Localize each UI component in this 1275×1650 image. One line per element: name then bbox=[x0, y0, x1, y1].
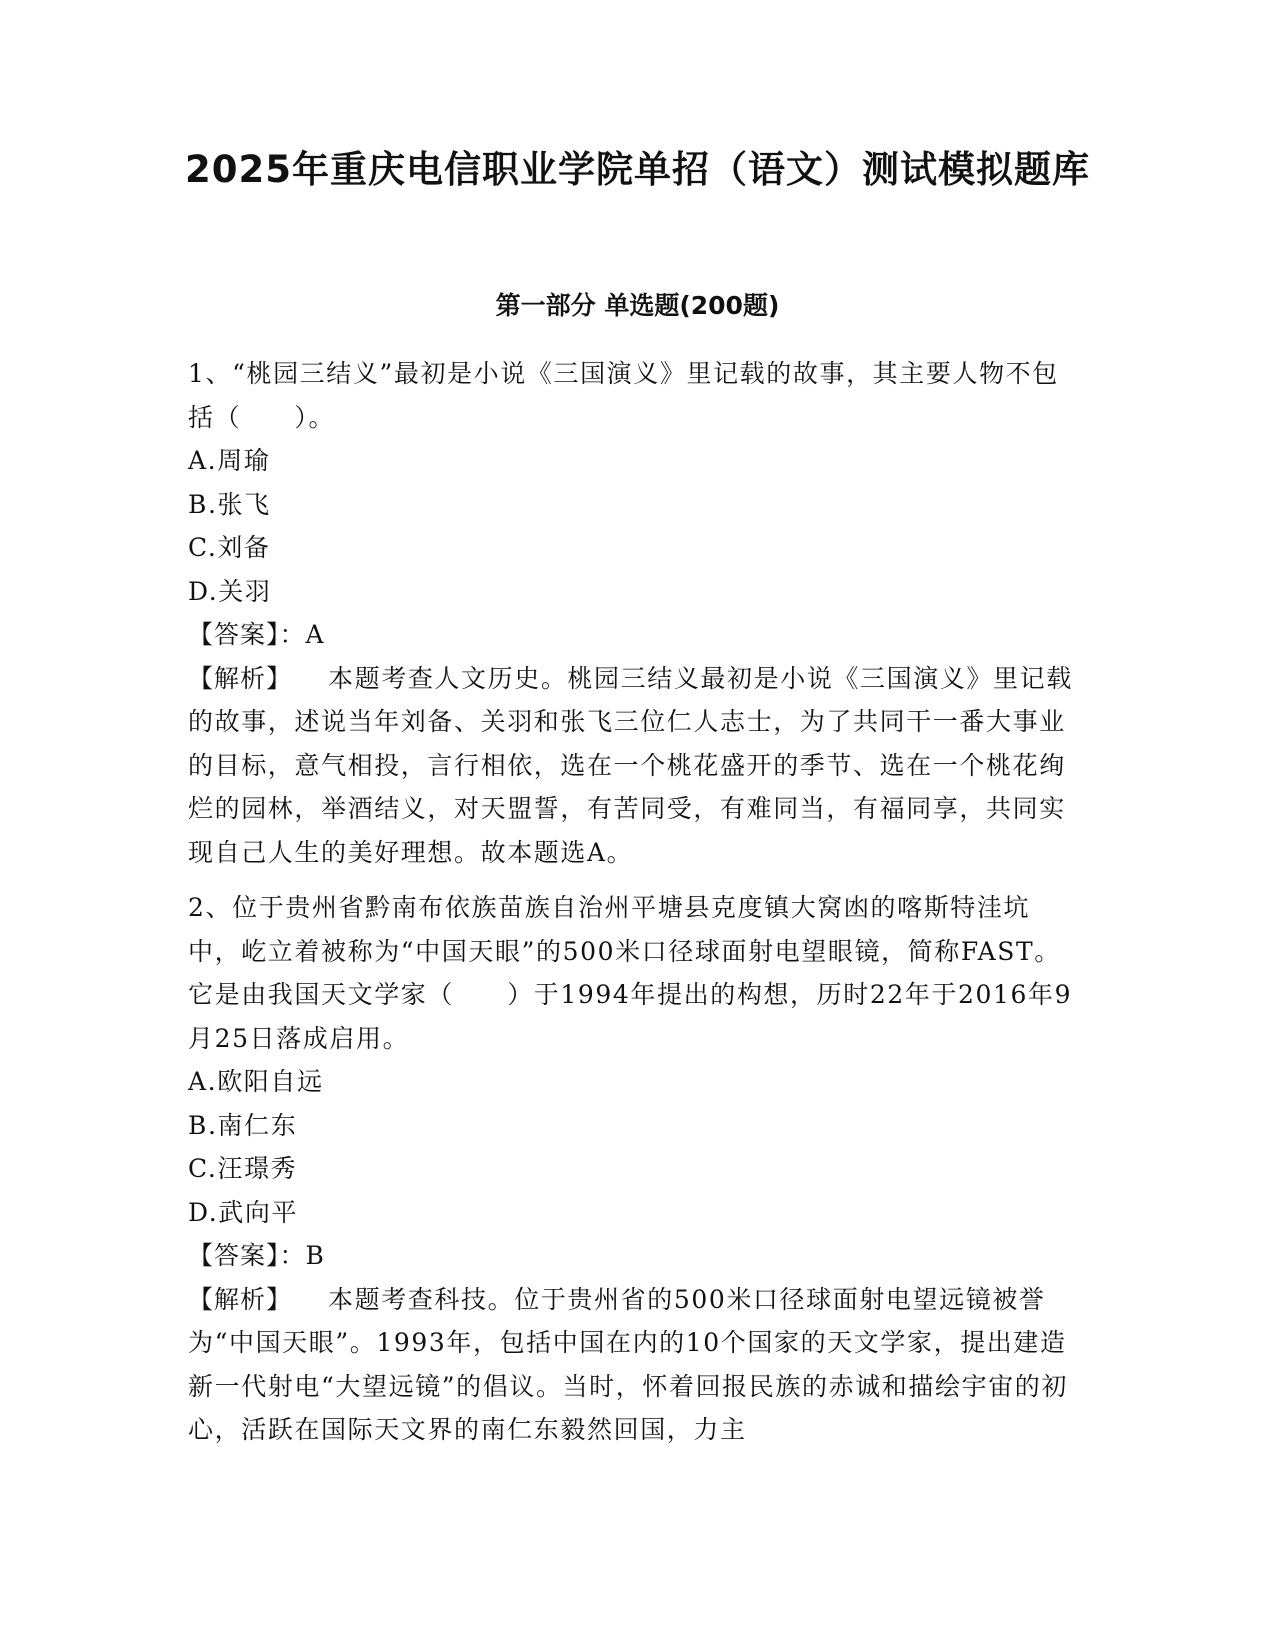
question-1 bbox=[188, 352, 1078, 874]
question-stem: 2、位于贵州省黔南布依族苗族自治州平塘县克度镇大窝凼的喀斯特洼坑中，屹立着被称为“中国天眼”的500米口径球面射电望眼镜，简称FAST。它是由我国天文学家（ ）于1994年提出的构想，历时22年于2016年9月25日落成启用。 bbox=[188, 893, 1073, 1053]
option-d: D.武向平 bbox=[188, 1197, 299, 1227]
answer-label: 【答案】： bbox=[188, 1241, 306, 1270]
option-a: A.欧阳自远 bbox=[188, 1067, 324, 1096]
answer-line bbox=[188, 613, 1078, 657]
answer-label: 【答案】： bbox=[188, 620, 306, 649]
document-title: 2025年重庆电信职业学院单招（语文）测试模拟题库 bbox=[185, 148, 1090, 191]
option-a: A.周瑜 bbox=[188, 446, 271, 475]
analysis-label: 【解析】 bbox=[188, 1284, 293, 1314]
option-d: D.关羽 bbox=[188, 576, 272, 606]
analysis-text: 本题考查人文历史。桃园三结义最初是小说《三国演义》里记载的故事，述说当年刘备、关羽和张飞三位仁人志士，为了共同干一番大事业的目标，意气相投，言行相依，选在一个桃花盛开的季节、选在一个桃花绚烂的园林，举酒结义，对天盟誓，有苦同受，有难同当，有福同享，共同实现自己人生的美好理想。故本题选A。 bbox=[188, 663, 1073, 867]
analysis-paragraph bbox=[188, 657, 1078, 875]
analysis-paragraph bbox=[188, 1278, 1078, 1452]
answer-value: B bbox=[305, 1241, 326, 1270]
option-b: B.张飞 bbox=[188, 489, 271, 519]
analysis-text: 本题考查科技。位于贵州省的500米口径球面射电望远镜被誉为“中国天眼”。1993年，包括中国在内的10个国家的天文学家，提出建造新一代射电“大望远镜”的倡议。当时，怀着回报民族的赤诚和描绘宇宙的初心，活跃在国际天文界的南仁东毅然回国，力主 bbox=[188, 1284, 1068, 1444]
question-2 bbox=[188, 886, 1078, 1452]
option-c: C.刘备 bbox=[188, 533, 271, 562]
option-b: B.南仁东 bbox=[188, 1110, 298, 1140]
question-stem: 1、“桃园三结义”最初是小说《三国演义》里记载的故事，其主要人物不包括（ ）。 bbox=[188, 359, 1059, 432]
answer-line bbox=[188, 1234, 1078, 1278]
section-title: 第一部分 单选题(200题) bbox=[495, 291, 780, 320]
option-c: C.汪璟秀 bbox=[188, 1154, 298, 1183]
analysis-label: 【解析】 bbox=[188, 663, 293, 693]
question-list bbox=[188, 352, 1078, 1464]
answer-value: A bbox=[305, 620, 326, 649]
